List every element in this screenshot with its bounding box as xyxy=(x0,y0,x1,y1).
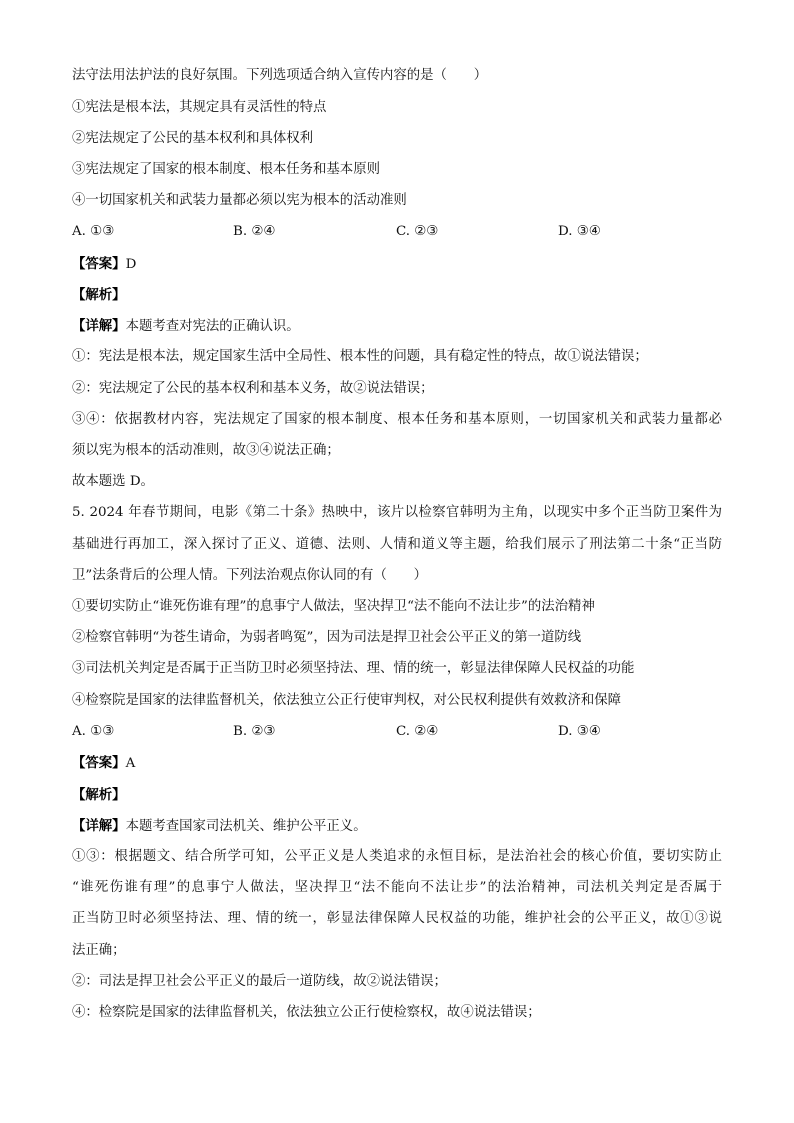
q5-stem-line-3: 卫”法条背后的公理人情。下列法治观点你认同的有（ ） xyxy=(72,568,427,583)
q4-analysis-line-5: 故本题选 D。 xyxy=(72,474,154,489)
q4-item-4: ④一切国家机关和武装力量都必须以宪为根本的活动准则 xyxy=(72,193,407,208)
q5-item-3: ③司法机关判定是否属于正当防卫时必须坚持法、理、情的统一，彰显法律保障人民权益的功能 xyxy=(72,661,635,676)
q5-option-b: B. ②③ xyxy=(233,724,276,739)
q4-item-3: ③宪法规定了国家的根本制度、根本任务和基本原则 xyxy=(72,162,380,177)
q5-options xyxy=(72,723,722,741)
q5-option-d: D. ③④ xyxy=(558,724,601,739)
q4-analysis-line-4: 须以宪为根本的活动准则，故③④说法正确； xyxy=(72,443,340,458)
q4-item-2: ②宪法规定了公民的基本权利和具体权利 xyxy=(72,131,314,146)
detail-label: 【详解】 xyxy=(72,818,126,834)
q5-stem-line-1: 5. 2024 年春节期间，电影《第二十条》热映中，该片以检察官韩明为主角，以现实中多个正当防卫案件为 xyxy=(72,505,722,520)
q5-analysis-line-4: 法正确； xyxy=(72,943,126,958)
q5-stem-line-2: 基础进行再加工，深入探讨了正义、道德、法则、人情和道义等主题，给我们展示了刑法第二十条“正当防 xyxy=(72,537,722,552)
q4-option-a: A. ①③ xyxy=(72,224,115,239)
q5-analysis-line-3: 正当防卫时必须坚持法、理、情的统一，彰显法律保障人民权益的功能，维护社会的公平正义，故①③说 xyxy=(72,911,722,926)
answer-value: A xyxy=(125,756,136,771)
q4-detail xyxy=(72,317,722,336)
q4-option-b: B. ②④ xyxy=(233,224,276,239)
q5-item-4: ④检察院是国家的法律监督机关，依法独立公正行使审判权，对公民权利提供有效救济和保障 xyxy=(72,693,622,708)
analysis-label: 【解析】 xyxy=(72,787,126,803)
q5-answer xyxy=(72,754,722,773)
q4-stem-tail: 法守法用法护法的良好氛围。下列选项适合纳入宣传内容的是（ ） xyxy=(72,68,488,83)
q5-analysis-heading xyxy=(72,786,722,805)
q4-option-d: D. ③④ xyxy=(558,224,601,239)
q5-analysis-line-6: ④：检察院是国家的法律监督机关，依法独立公正行使检察权，故④说法错误； xyxy=(72,1005,541,1020)
detail-text: 本题考查对宪法的正确认识。 xyxy=(125,319,300,334)
q5-analysis-line-1: ①③：根据题文、结合所学可知，公平正义是人类追求的永恒目标，是法治社会的核心价值，要切实防止 xyxy=(72,849,722,864)
q4-analysis-line-2: ②：宪法规定了公民的基本权利和基本义务，故②说法错误； xyxy=(72,381,434,396)
q5-analysis-line-5: ②：司法是捍卫社会公平正义的最后一道防线，故②说法错误； xyxy=(72,974,447,989)
q5-item-2: ②检察官韩明“为苍生请命，为弱者鸣冤”，因为司法是捍卫社会公平正义的第一道防线 xyxy=(72,630,582,645)
q5-option-c: C. ②④ xyxy=(396,724,439,739)
q5-detail xyxy=(72,817,722,836)
detail-label: 【详解】 xyxy=(72,318,126,334)
q4-item-1: ①宪法是根本法，其规定具有灵活性的特点 xyxy=(72,100,327,115)
q4-option-c: C. ②③ xyxy=(396,224,439,239)
q4-analysis-line-1: ①：宪法是根本法，规定国家生活中全局性、根本性的问题，具有稳定性的特点，故①说法错误； xyxy=(72,349,648,364)
q5-option-a: A. ①③ xyxy=(72,724,115,739)
detail-text: 本题考查国家司法机关、维护公平正义。 xyxy=(125,819,367,834)
q4-answer xyxy=(72,255,722,274)
q4-options xyxy=(72,223,722,241)
answer-label: 【答案】 xyxy=(72,755,126,771)
q4-analysis-heading xyxy=(72,286,722,305)
answer-value: D xyxy=(125,257,137,272)
answer-label: 【答案】 xyxy=(72,256,126,272)
q4-analysis-line-3: ③④：依据教材内容，宪法规定了国家的根本制度、根本任务和基本原则，一切国家机关和武装力量都必 xyxy=(72,412,722,427)
q5-analysis-line-2: “谁死伤谁有理”的息事宁人做法，坚决捍卫“法不能向不法让步”的法治精神，司法机关判定是否属于 xyxy=(72,880,722,895)
q5-item-1: ①要切实防止“谁死伤谁有理”的息事宁人做法，坚决捍卫“法不能向不法让步”的法治精神 xyxy=(72,599,595,614)
analysis-label: 【解析】 xyxy=(72,287,126,303)
